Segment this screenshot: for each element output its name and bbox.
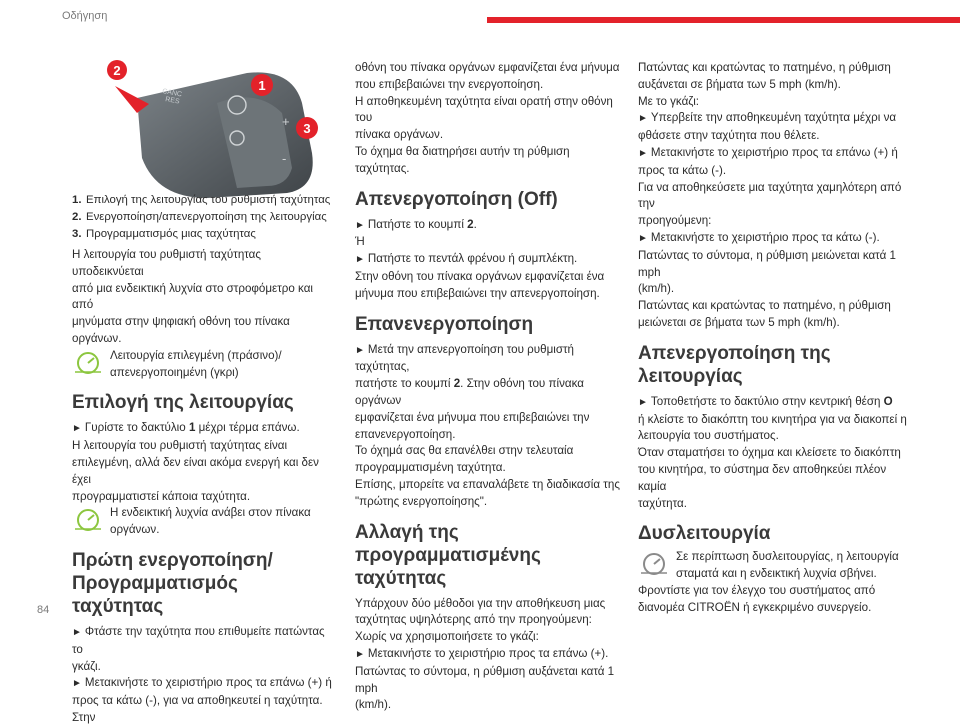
heading-deactivate-function-2: λειτουργίας <box>638 365 743 387</box>
heading-reactivation: Επανενεργοποίηση <box>355 313 534 335</box>
svg-text:2: 2 <box>113 63 121 78</box>
cruise-control-green-icon <box>72 505 104 533</box>
heading-select-function: Επιλογή της λειτουργίας <box>72 392 294 414</box>
icon-note-malfunction: Σε περίπτωση δυσλειτουργίας, η λειτουργία σταματά και η ενδεικτική λυχνία σβήνει. <box>638 549 908 583</box>
cruise-control-grey-icon <box>638 549 670 577</box>
legend-item: 3. Προγραμματισμός μιας ταχύτητας <box>72 227 256 240</box>
svg-text:3: 3 <box>303 121 311 136</box>
plus-label: + <box>282 114 290 129</box>
cruise-control-lever-illustration <box>97 58 337 208</box>
heading-first-activation: Πρώτη ενεργοποίηση/ <box>72 549 273 571</box>
heading-deactivate-function: Απενεργοποίηση της <box>638 342 831 364</box>
minus-label: - <box>282 151 287 166</box>
heading-first-activation-2: Προγραμματισμός ταχύτητας <box>72 572 238 617</box>
column-2: οθόνη του πίνακα οργάνων εμφανίζεται ένα μήνυμα που επιβεβαιώνει την ενεργοποίηση. Η αποθηκευμένη ταχύτητα είναι ορατή στην οθόνη του πίνακα οργάνων. Το όχημα θα διατηρήσει αυτήν τη ρύθμιση ταχύτητας. Απενεργοποίηση (Off) ► Πατήστε το κουμπί 2. Ή ► Πατήστε το πεντάλ φρένου ή συμπλέκτη. Στην οθόνη του πίνακα οργάνων εμφανίζεται ένα μήνυμα που επιβεβαιώνει την απενεργοποίηση. Επανενεργοποίηση ► Μετά την απενεργοποίηση του ρυθμιστή ταχύτητας, πατήστε το κουμπί 2. Στην οθόνη του πίνακα οργάνων εμφανίζεται ένα μήνυμα που επιβεβαιώνει την επανενεργοποίηση. Το όχημά σας θα επανέλθει στην τελευταία προγραμματισμένη ταχύτητα. Επίσης, μπορείτε να επαναλάβετε τη διαδικασία της "πρώτης ενεργοποίησης". Αλλαγή της προγραμματισμένης ταχύτητας Υπάρχουν δύο μέθοδοι για την αποθήκευση μιας ταχύτητας υψηλότερης από την προηγούμενη: Χωρίς να χρησιμοποιήσετε το γκάζι: ► Μετακινήστε το χειριστήριο προς τα επάνω (+). Πατώντας το σύντομα, η ρύθμιση αυξάνεται κατά 1 mph (km/h). <box>355 60 623 714</box>
legend-list <box>72 192 334 242</box>
header-section-label: Οδήγηση <box>62 10 108 22</box>
heading-off: Απενεργοποίηση (Off) <box>355 188 558 210</box>
icon-note-selected: Λειτουργία επιλεγμένη (πράσινο)/ απενεργοποιημένη (γκρι) <box>72 348 334 382</box>
legend-item: 1. Επιλογή της λειτουργίας του ρυθμιστή ταχύτητας <box>72 194 331 206</box>
column-1: Η λειτουργία του ρυθμιστή ταχύτητας υποδεικνύεται από μια ενδεικτική λυχνία στο στροφόμετρο και από μηνύματα στην ψηφιακή οθόνη του πίνακα οργάνων. Λειτουργία επιλεγμένη (πράσινο)/ απενεργοποιημένη (γκρι) Επιλογή της λειτουργίας ► Γυρίστε το δακτύλιο 1 μέχρι τέρμα επάνω. Η λειτουργία του ρυθμιστή ταχύτητας είναι επιλεγμένη, αλλά δεν είναι ακόμα ενεργή και δεν έχει προγραμματιστεί κάποια ταχύτητα. Η ενδεικτική λυχνία ανάβει στον πίνακα οργάνων. Πρώτη ενεργοποίηση/ Προγραμματισμός ταχύτητας ► Φτάστε την ταχύτητα που επιθυμείτε πατώντας το γκάζι. ► Μετακινήστε το χειριστήριο προς τα επάνω (+) ή προς τα κάτω (-), για να αποθηκευτεί η ταχύτητα. Στην <box>72 247 334 727</box>
lever-text-res: RES <box>164 96 181 106</box>
legend-item: 2. Ενεργοποίηση/απενεργοποίηση της λειτουργίας <box>72 210 327 223</box>
cruise-control-green-icon <box>72 348 104 376</box>
column-3: Πατώντας και κρατώντας το πατημένο, η ρύθμιση αυξάνεται σε βήματα των 5 mph (km/h). Με το γκάζι: ► Υπερβείτε την αποθηκευμένη ταχύτητα μέχρι να φθάσετε στην ταχύτητα που θέλετε. ► Μετακινήστε το χειριστήριο προς τα επάνω (+) ή προς τα κάτω (-). Για να αποθηκεύσετε μια ταχύτητα χαμηλότερη από την προηγούμενη: ► Μετακινήστε το χειριστήριο προς τα κάτω (-). Πατώντας το σύντομα, η ρύθμιση μειώνεται κατά 1 mph (km/h). Πατώντας και κρατώντας το πατημένο, η ρύθμιση μειώνεται σε βήματα των 5 mph (km/h). Απενεργοποίηση της λειτουργίας ► Τοποθετήστε το δακτύλιο στην κεντρική θέση O ή κλείστε το διακόπτη του κινητήρα για να διακοπεί η λειτουργία του συστήματος. Όταν σταματήσει το όχημα και κλείσετε το διακόπτη του κινητήρα, το σύστημα δεν αποθηκεύει πλέον καμία ταχύτητα. Δυσλειτουργία Σε περίπτωση δυσλειτουργίας, η λειτουργία σταματά και η ενδεικτική λυχνία σβήνει. Φροντίστε για τον έλεγχο του συστήματος από διανομέα CITROËN ή εγκεκριμένο συνεργείο. <box>638 61 907 614</box>
lever-text-canc: CANC <box>161 88 183 99</box>
icon-note-lamp: Η ενδεικτική λυχνία ανάβει στον πίνακα οργάνων. <box>72 505 334 539</box>
heading-change-speed-2: προγραμματισμένης ταχύτητας <box>355 544 541 589</box>
header-accent-bar <box>487 17 960 23</box>
page-number: 84 <box>37 604 50 616</box>
heading-malfunction: Δυσλειτουργία <box>638 523 771 545</box>
svg-text:1: 1 <box>258 78 266 93</box>
heading-change-speed: Αλλαγή της <box>355 521 459 543</box>
